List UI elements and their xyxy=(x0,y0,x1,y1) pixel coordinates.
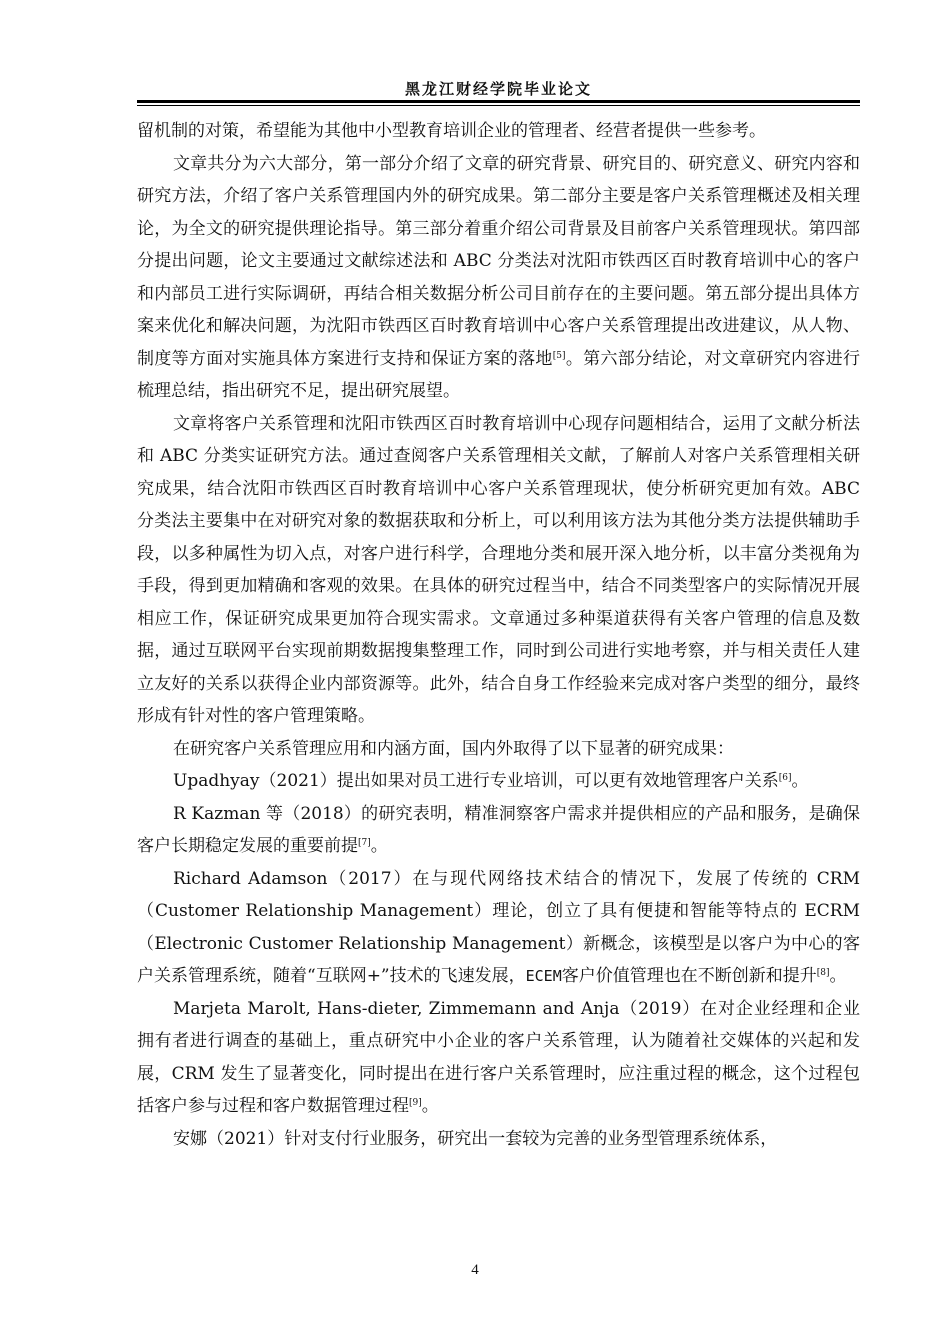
acronym-ecem: ECEM xyxy=(525,967,562,985)
paragraph-text-tail: 。 xyxy=(791,771,809,791)
citation-marker: [6] xyxy=(778,773,792,783)
paragraph-research-intro: 在研究客户关系管理应用和内涵方面，国内外取得了以下显著的研究成果： xyxy=(173,738,734,759)
header-rule-thin xyxy=(137,105,860,106)
body-text xyxy=(137,115,860,1155)
paragraph-text-tail: 。 xyxy=(370,836,388,856)
paragraph-text-tail: 。 xyxy=(829,966,847,986)
paragraph-text: Marjeta Marolt, Hans-dieter, Zimmemann and Anja（2019）在对企业经理和企业拥有者进行调查的基础上，重点研究中小企业的客户关系管理，认为随着社交媒体的兴起和发展，CRM 发生了显著变化，同时提出在进行客户关系管理时，应注重过程的概念，这个过程包括客户参与过程和客户数据管理过程 xyxy=(137,998,860,1116)
citation-marker: [9] xyxy=(409,1098,422,1108)
citation-marker: [7] xyxy=(358,838,371,848)
paragraph-text: 文章共分为六大部分，第一部分介绍了文章的研究背景、研究目的、研究意义、研究内容和研究方法，介绍了客户关系管理国内外的研究成果。第二部分主要是客户关系管理概述及相关理论，为全文的研究提供理论指导。第三部分着重介绍公司背景及目前客户关系管理现状。第四部分提出问题，论文主要通过文献综述法和 ABC 分类法对沈阳市铁西区百时教育培训中心的客户和内部员工进行实际调研，再结合相关数据分析公司目前存在的主要问题。第五部分提出具体方案来优化和解决问题，为沈阳市铁西区百时教育培训中心客户关系管理提出改进建议，从人物、制度等方面对实施具体方案进行支持和保证方案的落地 xyxy=(137,153,860,369)
paragraph-text-mid: 客户价值管理也在不断创新和提升 xyxy=(561,966,817,986)
paragraph-methods: 文章将客户关系管理和沈阳市铁西区百时教育培训中心现存问题相结合，运用了文献分析法和 ABC 分类实证研究方法。通过查阅客户关系管理相关文献，了解前人对客户关系管理相关研究成果，结合沈阳市铁西区百时教育培训中心客户关系管理现状，使分析研究更加有效。ABC 分类法主要集中在对研究对象的数据获取和分析上，可以利用该方法为其他分类方法提供辅助手段，以多种属性为切入点，对客户进行科学，合理地分类和展开深入地分析，以丰富分类视角为手段，得到更加精确和客观的效果。在具体的研究过程当中，结合不同类型客户的实际情况开展相应工作，保证研究成果更加符合现实需求。文章通过多种渠道获得有关客户管理的信息及数据，通过互联网平台实现前期数据搜集整理工作，同时到公司进行实地考察，并与相关责任人建立友好的关系以获得企业内部资源等。此外，结合自身工作经验来完成对客户类型的细分，最终形成有针对性的客户管理策略。 xyxy=(137,413,860,726)
citation-marker: [8] xyxy=(816,968,830,978)
paragraph-structure xyxy=(137,148,860,408)
paragraph-text: R Kazman 等（2018）的研究表明，精准洞察客户需求并提供相应的产品和服务，是确保客户长期稳定发展的重要前提 xyxy=(137,803,860,856)
paragraph-text-tail: 。 xyxy=(421,1096,439,1116)
paragraph-anna: 安娜（2021）针对支付行业服务，研究出一套较为完善的业务型管理系统体系， xyxy=(173,1128,778,1149)
paragraph-upadhyay xyxy=(137,765,860,798)
paragraph-text: Upadhyay（2021）提出如果对员工进行专业培训，可以更有效地管理客户关系 xyxy=(173,771,779,791)
paragraph-kazman xyxy=(137,798,860,863)
paragraph-continued: 留机制的对策，希望能为其他中小型教育培训企业的管理者、经营者提供一些参考。 xyxy=(137,121,766,141)
paragraph-adamson xyxy=(137,863,860,993)
paragraph-text-tail: 。第六部分结论，对文章研究内容进行梳理总结，指出研究不足，提出研究展望。 xyxy=(137,348,861,401)
citation-marker: [5] xyxy=(552,350,566,361)
paragraph-marolt xyxy=(137,993,860,1123)
page-number: 4 xyxy=(471,1262,479,1278)
paragraph-text: Richard Adamson（2017）在与现代网络技术结合的情况下，发展了传统的 CRM（Customer Relationship Management）理论，创立了具有便捷和智能等特点的 ECRM（Electronic Customer Relationship Management）新概念，该模型是以客户为中心的客户关系管理系统，随着“互联网+”技术的飞速发展， xyxy=(137,868,860,986)
header-rule-thick xyxy=(137,100,860,103)
running-header-title: 黑龙江财经学院毕业论文 xyxy=(404,80,592,98)
